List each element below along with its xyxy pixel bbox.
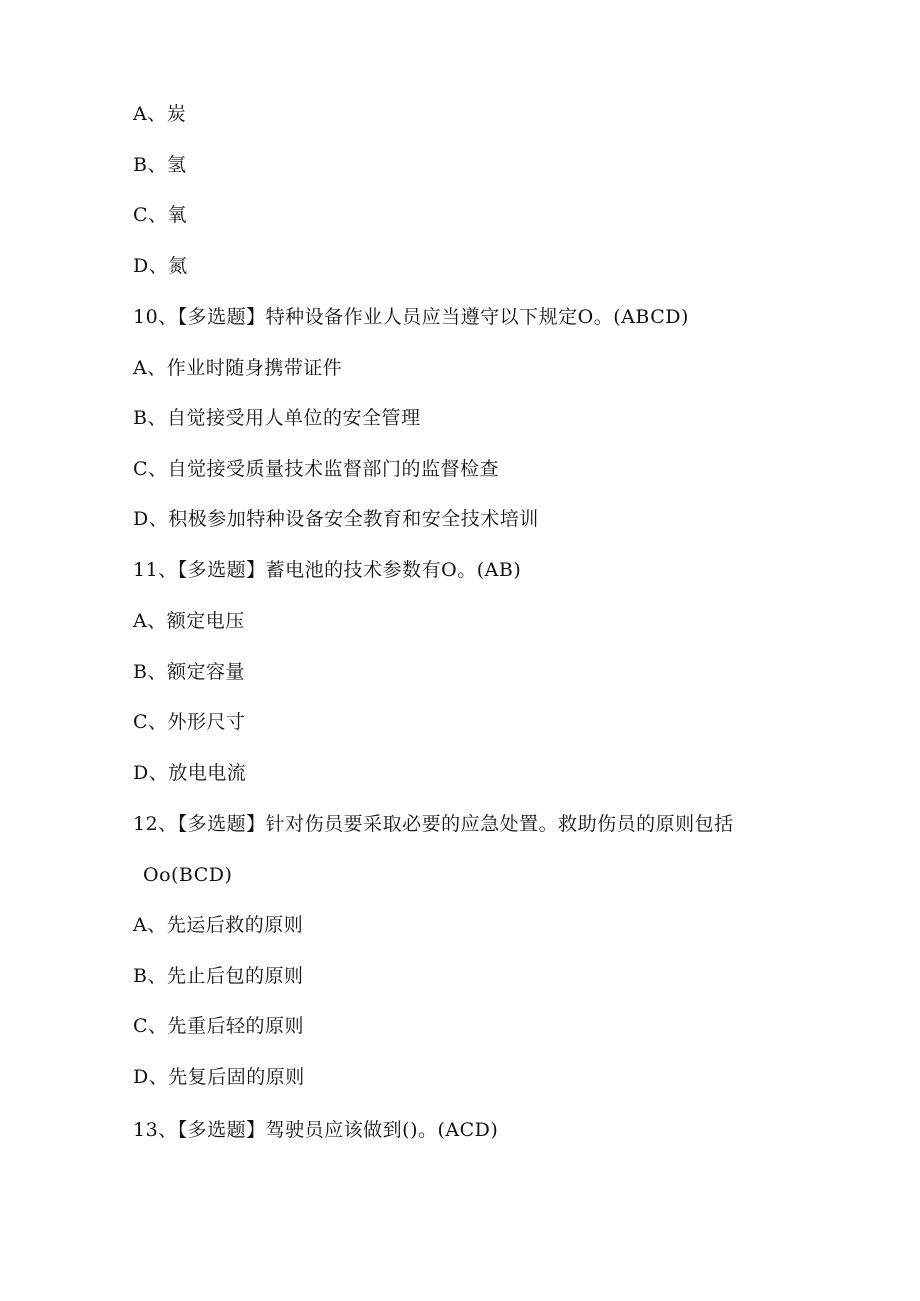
option-b-hydrogen: B、氢 <box>133 154 187 176</box>
question-12-option-d: D、先复后固的原则 <box>133 1066 305 1088</box>
option-c-oxygen: C、氧 <box>133 204 188 226</box>
question-11-option-b: B、额定容量 <box>133 661 245 683</box>
question-10-option-b: B、自觉接受用人单位的安全管理 <box>133 407 421 429</box>
question-12-stem-continuation: Oo(BCD) <box>143 864 233 886</box>
question-12-option-a: A、先运后救的原则 <box>133 914 304 936</box>
question-10-stem: 10、【多选题】特种设备作业人员应当遵守以下规定O。(ABCD) <box>133 306 689 328</box>
question-12-option-c: C、先重后轻的原则 <box>133 1015 305 1037</box>
question-11-stem: 11、【多选题】蓄电池的技术参数有O。(AB) <box>133 559 522 581</box>
option-a-carbon: A、炭 <box>133 103 187 125</box>
question-11-option-d: D、放电电流 <box>133 762 247 784</box>
question-10-option-c: C、自觉接受质量技术监督部门的监督检查 <box>133 458 500 480</box>
question-12-option-b: B、先止后包的原则 <box>133 965 304 987</box>
question-10-option-d: D、积极参加特种设备安全教育和安全技术培训 <box>133 508 539 530</box>
question-10-option-a: A、作业时随身携带证件 <box>133 357 343 379</box>
question-11-option-c: C、外形尺寸 <box>133 711 246 733</box>
question-11-option-a: A、额定电压 <box>133 610 245 632</box>
option-d-nitrogen: D、氮 <box>133 255 188 277</box>
question-13-stem: 13、【多选题】驾驶员应该做到()。(ACD) <box>133 1119 499 1141</box>
question-12-stem: 12、【多选题】针对伤员要采取必要的应急处置。救助伤员的原则包括 <box>133 813 734 835</box>
